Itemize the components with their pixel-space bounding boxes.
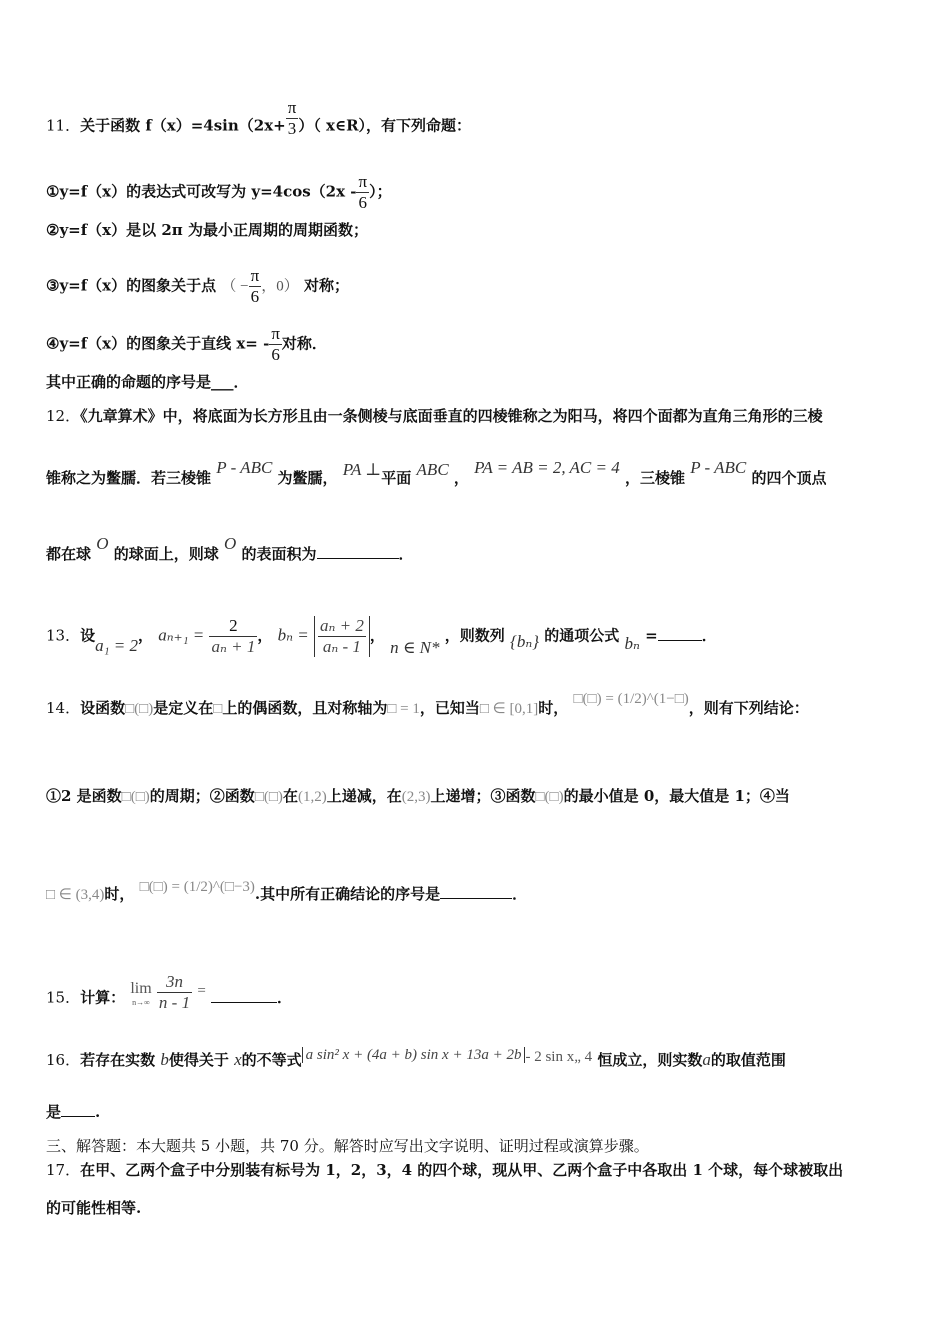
q12-line-2: 锥称之为鳖臑．若三棱锥 P - ABC 为鳖臑， PA ⊥平面 ABC ， PA = AB = 2, AC = 4 ，三棱锥 P - ABC 的四个顶点 [46, 458, 827, 487]
recurrence-fraction: $\frac{2}{\text{aₙ + 1}}$ [211, 616, 256, 656]
q16-line-1: 16．若存在实数 b使得关于 x的不等式 a sin² x + (4a + b) sin x + 13a + 2b - 2 sin x„ 4 恒成立，则实数a的取值范围 [46, 1047, 786, 1069]
answer-blank[interactable] [440, 886, 512, 899]
pi-over-6: $\frac{\pi}{6}$ [358, 172, 368, 212]
q12-conditions: PA = AB = 2, AC = 4 [474, 458, 620, 477]
q11-number: 11． [46, 116, 81, 135]
q14-line-3: □ ∈ (3,4)时， □(□) = (1/2)^(□−3).其中所有正确结论的序号是 ． [46, 879, 528, 903]
section-heading: 三、解答题：本大题共 5 小题，共 70 分。解答时应写出文字说明、证明过程或演算步骤。 [46, 1137, 649, 1155]
answer-blank[interactable] [658, 628, 702, 641]
q11-prop-3: ③y=f（x）的图象关于点 （ − $\frac{\pi}{6}$ ，0） 对称； [46, 266, 349, 306]
q15-stem: 15．计算： lim n→∞ $\frac{3n}{n - 1}$ = ． [46, 972, 293, 1012]
q12-line-3: 都在球 O 的球面上，则球 O 的表面积为 ． [46, 534, 414, 563]
tetra-pabc: P - ABC [216, 458, 273, 477]
pi-over-3: $\frac{\pi}{3}$ [287, 98, 297, 138]
answer-blank[interactable] [211, 990, 277, 1003]
formula-image-1: □(□) = (1/2)^(1−□) [573, 691, 689, 707]
q17-line-2: 的可能性相等. [46, 1199, 142, 1217]
limit-fraction: $\frac{3n}{n - 1}$ [158, 972, 191, 1012]
q11-prop-1: ①y=f（x）的表达式可改写为 y=4cos（2x - $\frac{\pi}{6}$ ）； [46, 172, 392, 212]
q11-question: 其中正确的命题的序号是___． [46, 373, 249, 391]
q14-line-1: 14．设函数□(□)是定义在□上的偶函数，且对称轴为□ = 1，已知当□ ∈ [0,1]时， □(□) = (1/2)^(1−□)，则有下列结论： [46, 691, 809, 717]
q17-line-1: 17．在甲、乙两个盒子中分别装有标号为 1，2，3，4 的四个球，现从甲、乙两个盒子中各取出 1 个球，每个球被取出 [46, 1161, 844, 1179]
q11-prop-4: ④y=f（x）的图象关于直线 x= - $\frac{\pi}{6}$ 对称． [46, 324, 327, 364]
q16-line-2: 是 . [46, 1103, 101, 1121]
bn-definition: $\frac{\text{aₙ + 2}}{\text{aₙ - 1}}$ [314, 616, 370, 657]
formula-image-2: □(□) = (1/2)^(□−3) [139, 879, 255, 895]
q13-stem: 13．设a₁ = 2， aₙ₊₁ = $\frac{2}{\text{aₙ + 1}}$ ， bₙ = $\frac{\text{aₙ + 2}}{\text{aₙ - 1}}$ ， n ∈ N* ，则数列 {bₙ} 的通项公式 bₙ = ． [46, 616, 717, 657]
q11-stem: 11．关于函数 f（x）=4sin（2x+ $\frac{\pi}{3}$ ）（ x∈R），有下列命题： [46, 98, 472, 138]
limit-symbol: lim n→∞ [130, 979, 152, 1007]
inequality-abs: a sin² x + (4a + b) sin x + 13a + 2b [302, 1047, 526, 1063]
q12-line-1: 12．《九章算术》中，将底面为长方形且由一条侧棱与底面垂直的四棱锥称之为阳马，将四个面都为直角三角形的三棱 [46, 407, 823, 425]
q11-prop-2: ②y=f（x）是以 2π 为最小正周期的周期函数； [46, 221, 368, 239]
answer-blank[interactable] [61, 1104, 95, 1117]
q14-line-2: ①2 是函数□(□)的周期；②函数□(□)在(1,2)上递减，在(2,3)上递增；③函数□(□)的最小值是 0，最大值是 1；④当 [46, 787, 790, 805]
pi-over-6: $\frac{\pi}{6}$ [250, 266, 260, 306]
answer-blank[interactable] [317, 546, 399, 559]
pi-over-6: $\frac{\pi}{6}$ [271, 324, 280, 364]
